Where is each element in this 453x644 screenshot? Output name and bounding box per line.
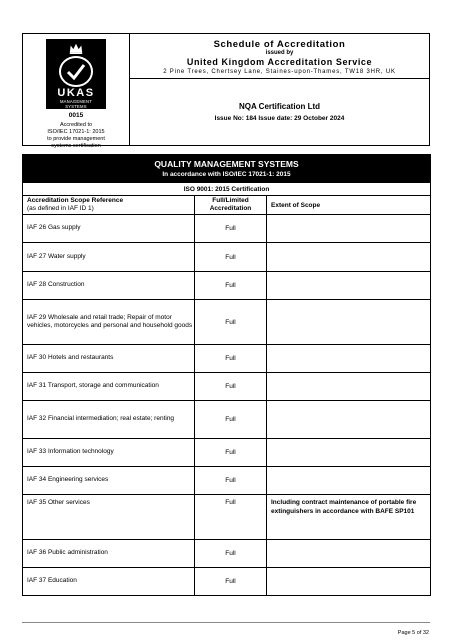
organization-address: 2 Pine Trees, Chertsey Lane, Staines-upon-Thames, TW18 3HR, UK <box>163 69 396 75</box>
accreditation-cell: Full <box>195 495 267 540</box>
column-header-accreditation-line2: Accreditation <box>209 205 252 212</box>
accreditation-cell: Full <box>195 243 267 272</box>
scope-cell: IAF 29 Wholesale and retail trade; Repair of motor vehicles, motorcycles and personal and household goods <box>23 300 195 345</box>
column-header-row <box>23 196 431 215</box>
accredited-note-line: ISO/IEC 17021-1: 2015 <box>47 129 105 135</box>
schedule-header <box>22 33 430 149</box>
scope-cell: IAF 27 Water supply <box>23 243 195 272</box>
extent-cell <box>267 215 431 243</box>
table-title-row <box>23 155 431 183</box>
extent-cell <box>267 345 431 373</box>
footer-divider <box>22 622 430 623</box>
accredited-note <box>26 122 126 150</box>
table-row <box>23 243 431 272</box>
scope-cell: IAF 31 Transport, storage and communication <box>23 373 195 401</box>
table-row <box>23 540 431 568</box>
accreditation-cell: Full <box>195 540 267 568</box>
standard-row <box>23 183 431 196</box>
ukas-subtitle-line1: MANAGEMENT <box>59 99 92 104</box>
scope-cell: IAF 35 Other services <box>23 495 195 540</box>
standard-label: ISO 9001: 2015 Certification <box>23 183 431 196</box>
extent-cell <box>267 568 431 596</box>
accredited-note-line: systems certification <box>51 143 101 149</box>
scope-cell: IAF 37 Education <box>23 568 195 596</box>
accreditation-cell: Full <box>195 272 267 300</box>
table-row <box>23 495 431 540</box>
scope-cell: IAF 33 Information technology <box>23 439 195 467</box>
accreditation-cell: Full <box>195 345 267 373</box>
schedule-title: Schedule of Accreditation <box>213 39 346 50</box>
organization-name: United Kingdom Accreditation Service <box>186 57 373 67</box>
column-header-accreditation <box>195 196 267 215</box>
accreditation-cell: Full <box>195 439 267 467</box>
extent-cell <box>267 439 431 467</box>
table-title: QUALITY MANAGEMENT SYSTEMS <box>154 159 299 169</box>
tick-icon <box>59 56 93 87</box>
crown-icon <box>68 42 84 54</box>
extent-cell <box>267 401 431 439</box>
extent-cell <box>267 272 431 300</box>
accreditation-cell: Full <box>195 467 267 495</box>
table-row <box>23 439 431 467</box>
ukas-logo-cell <box>23 34 130 149</box>
column-header-accreditation-line1: Full/Limited <box>212 197 249 204</box>
scope-cell: IAF 32 Financial intermediation; real estate; renting <box>23 401 195 439</box>
lab-number: 0015 <box>68 112 84 119</box>
schedule-title-box <box>130 34 429 79</box>
table-subtitle: In accordance with ISO/IEC 17021-1: 2015 <box>162 171 291 178</box>
table-row <box>23 215 431 243</box>
accreditation-cell: Full <box>195 215 267 243</box>
column-header-scope <box>23 196 195 215</box>
ukas-wordmark: UKAS <box>57 87 95 99</box>
table-row <box>23 272 431 300</box>
page-number: Page 5 of 32 <box>397 630 429 636</box>
table-title-bar <box>23 155 431 183</box>
table-row <box>23 401 431 439</box>
certification-body-name: NQA Certification Ltd <box>238 102 321 111</box>
issued-by: issued by <box>265 50 294 56</box>
table-row <box>23 568 431 596</box>
ukas-subtitle-line2: SYSTEMS <box>65 104 87 109</box>
issue-info: Issue No: 184 Issue date: 29 October 2024 <box>214 115 345 122</box>
scope-table <box>22 154 431 596</box>
scope-cell: IAF 28 Construction <box>23 272 195 300</box>
extent-cell <box>267 467 431 495</box>
scope-cell: IAF 26 Gas supply <box>23 215 195 243</box>
table-row <box>23 345 431 373</box>
accreditation-cell: Full <box>195 373 267 401</box>
accreditation-cell: Full <box>195 568 267 596</box>
column-header-scope-subtitle: (as defined in IAF ID 1) <box>27 205 94 212</box>
table-row <box>23 300 431 345</box>
certification-body-box <box>130 79 429 122</box>
ukas-logo <box>46 39 106 109</box>
column-header-scope-title: Accreditation Scope Reference <box>27 197 124 204</box>
accredited-note-line: Accredited to <box>59 122 93 128</box>
accreditation-cell: Full <box>195 401 267 439</box>
extent-cell <box>267 373 431 401</box>
scope-cell: IAF 30 Hotels and restaurants <box>23 345 195 373</box>
accredited-note-line: to provide management <box>47 136 105 142</box>
table-row <box>23 373 431 401</box>
column-header-extent: Extent of Scope <box>267 196 431 215</box>
extent-cell <box>267 243 431 272</box>
extent-cell <box>267 300 431 345</box>
scope-cell: IAF 36 Public administration <box>23 540 195 568</box>
extent-cell: Including contract maintenance of portable fire extinguishers in accordance with BAFE SP101 <box>267 495 431 540</box>
table-row <box>23 467 431 495</box>
extent-cell <box>267 540 431 568</box>
scope-cell: IAF 34 Engineering services <box>23 467 195 495</box>
schedule-info <box>130 34 429 145</box>
accreditation-cell: Full <box>195 300 267 345</box>
